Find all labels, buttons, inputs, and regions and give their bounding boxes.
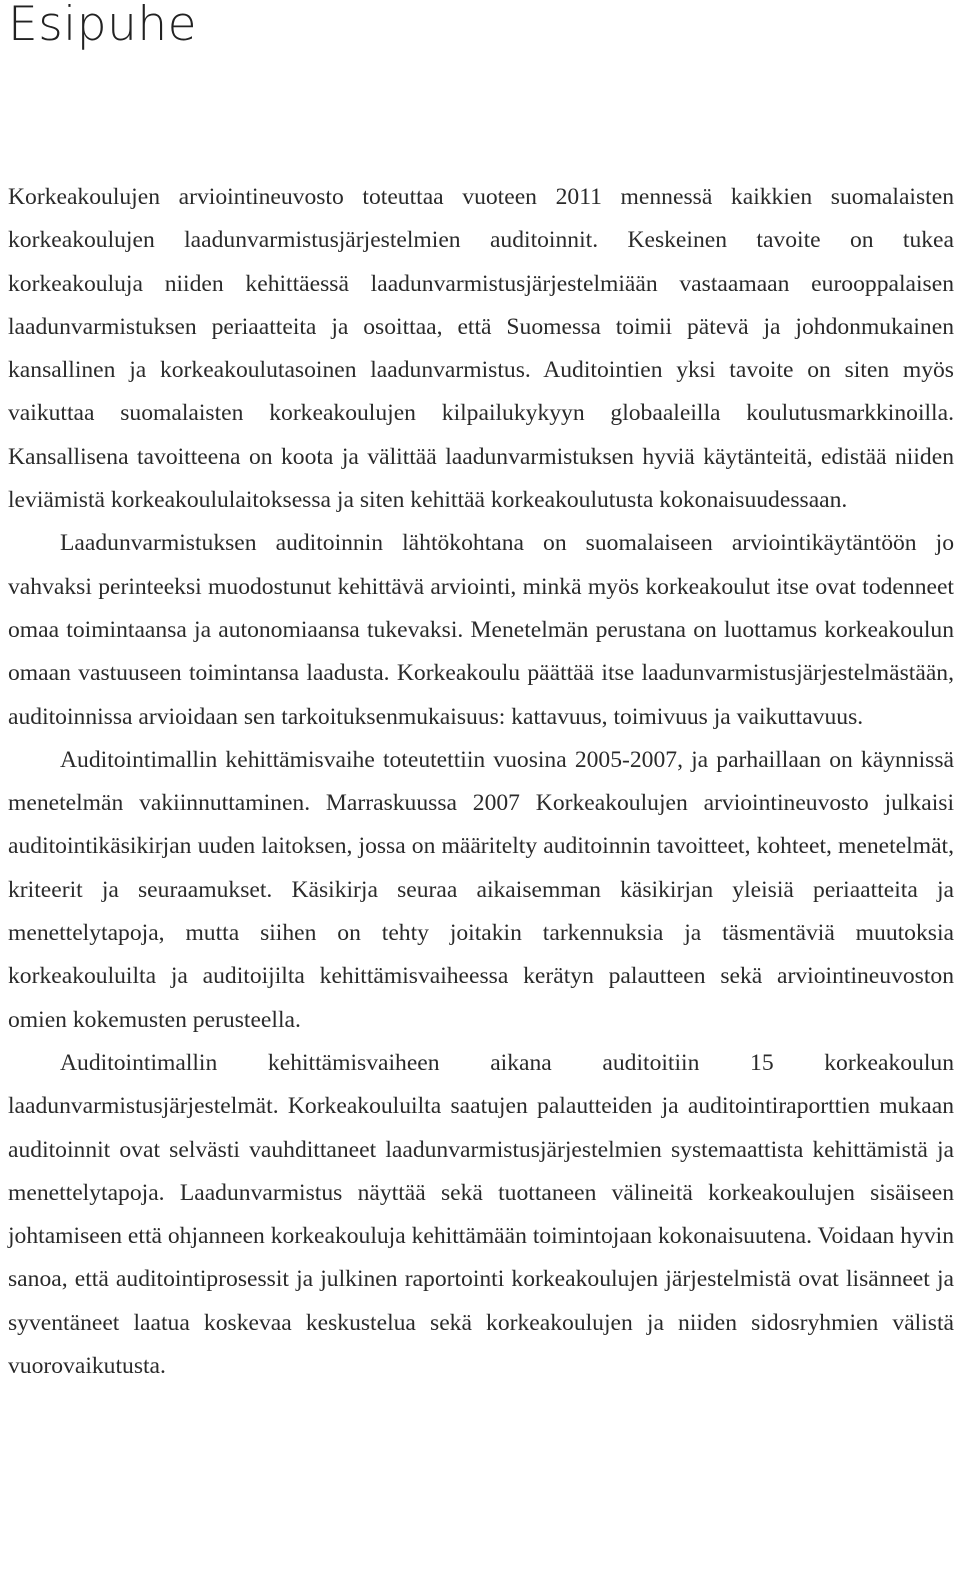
body-text — [8, 176, 954, 1388]
paragraph-1: Korkeakoulujen arviointineuvosto toteuttaa vuoteen 2011 mennessä kaikkien suomalaisten korkeakoulujen laadunvarmistusjärjestelmien auditoinnit. Keskeinen tavoite on tukea korkeakouluja niiden kehittäessä laadunvarmistusjärjestelmiään vastaamaan eurooppalaisen laadunvarmistuksen periaatteita ja osoittaa, että Suomessa toimii pätevä ja johdonmukainen kansallinen ja korkeakoulutasoinen laadunvarmistus. Auditointien yksi tavoite on siten myös vaikuttaa suomalaisten korkeakoulujen kilpailukykyyn globaaleilla koulutusmarkkinoilla. Kansallisena tavoitteena on koota ja välittää laadunvarmistuksen hyviä käytänteitä, edistää niiden leviämistä korkeakoululaitoksessa ja siten kehittää korkeakoulutusta kokonaisuudessaan. — [8, 184, 954, 514]
paragraph-4: Auditointimallin kehittämisvaiheen aikana auditoitiin 15 korkeakoulun laadunvarmistusjärjestelmät. Korkeakouluilta saatujen palautteiden ja auditointiraporttien mukaan auditoinnit ovat selvästi vauhdittaneet laadunvarmistusjärjestelmien systemaattista kehittämistä ja menettelytapoja. Laadunvarmistus näyttää sekä tuottaneen välineitä korkeakoulujen sisäiseen johtamiseen että ohjanneen korkeakouluja kehittämään toimintojaan kokonaisuutena. Voidaan hyvin sanoa, että auditointiprosessit ja julkinen raportointi korkeakoulujen järjestelmistä ovat lisänneet ja syventäneet laatua koskevaa keskustelua sekä korkeakoulujen ja niiden sidosryhmien välistä vuorovaikutusta. — [8, 1049, 954, 1380]
paragraph-3: Auditointimallin kehittämisvaihe toteutettiin vuosina 2005-2007, ja parhaillaan on käynnissä menetelmän vakiinnuttaminen. Marraskuussa 2007 Korkeakoulujen arviointineuvosto julkaisi auditointikäsikirjan uuden laitoksen, jossa on määritelty auditoinnin tavoitteet, kohteet, menetelmät, kriteerit ja seuraamukset. Käsikirja seuraa aikaisemman käsikirjan yleisiä periaatteita ja menettelytapoja, mutta siihen on tehty joitakin tarkennuksia ja täsmentäviä muutoksia korkeakouluilta ja auditoijilta kehittämisvaiheessa kerätyn palautteen sekä arviointineuvoston omien kokemusten perusteella. — [8, 746, 954, 1033]
page-title: Esipuhe — [8, 0, 198, 52]
paragraph-2: Laadunvarmistuksen auditoinnin lähtökohtana on suomalaiseen arviointikäytäntöön jo vahvaksi perinteeksi muodostunut kehittävä arviointi, minkä myös korkeakoulut itse ovat todenneet omaa toimintaansa ja autonomiaansa tukevaksi. Menetelmän perustana on luottamus korkeakoulun omaan vastuuseen toimintansa laadusta. Korkeakoulu päättää itse laadunvarmistusjärjestelmästään, auditoinnissa arvioidaan sen tarkoituksenmukaisuus: kattavuus, toimivuus ja vaikuttavuus. — [8, 530, 954, 730]
